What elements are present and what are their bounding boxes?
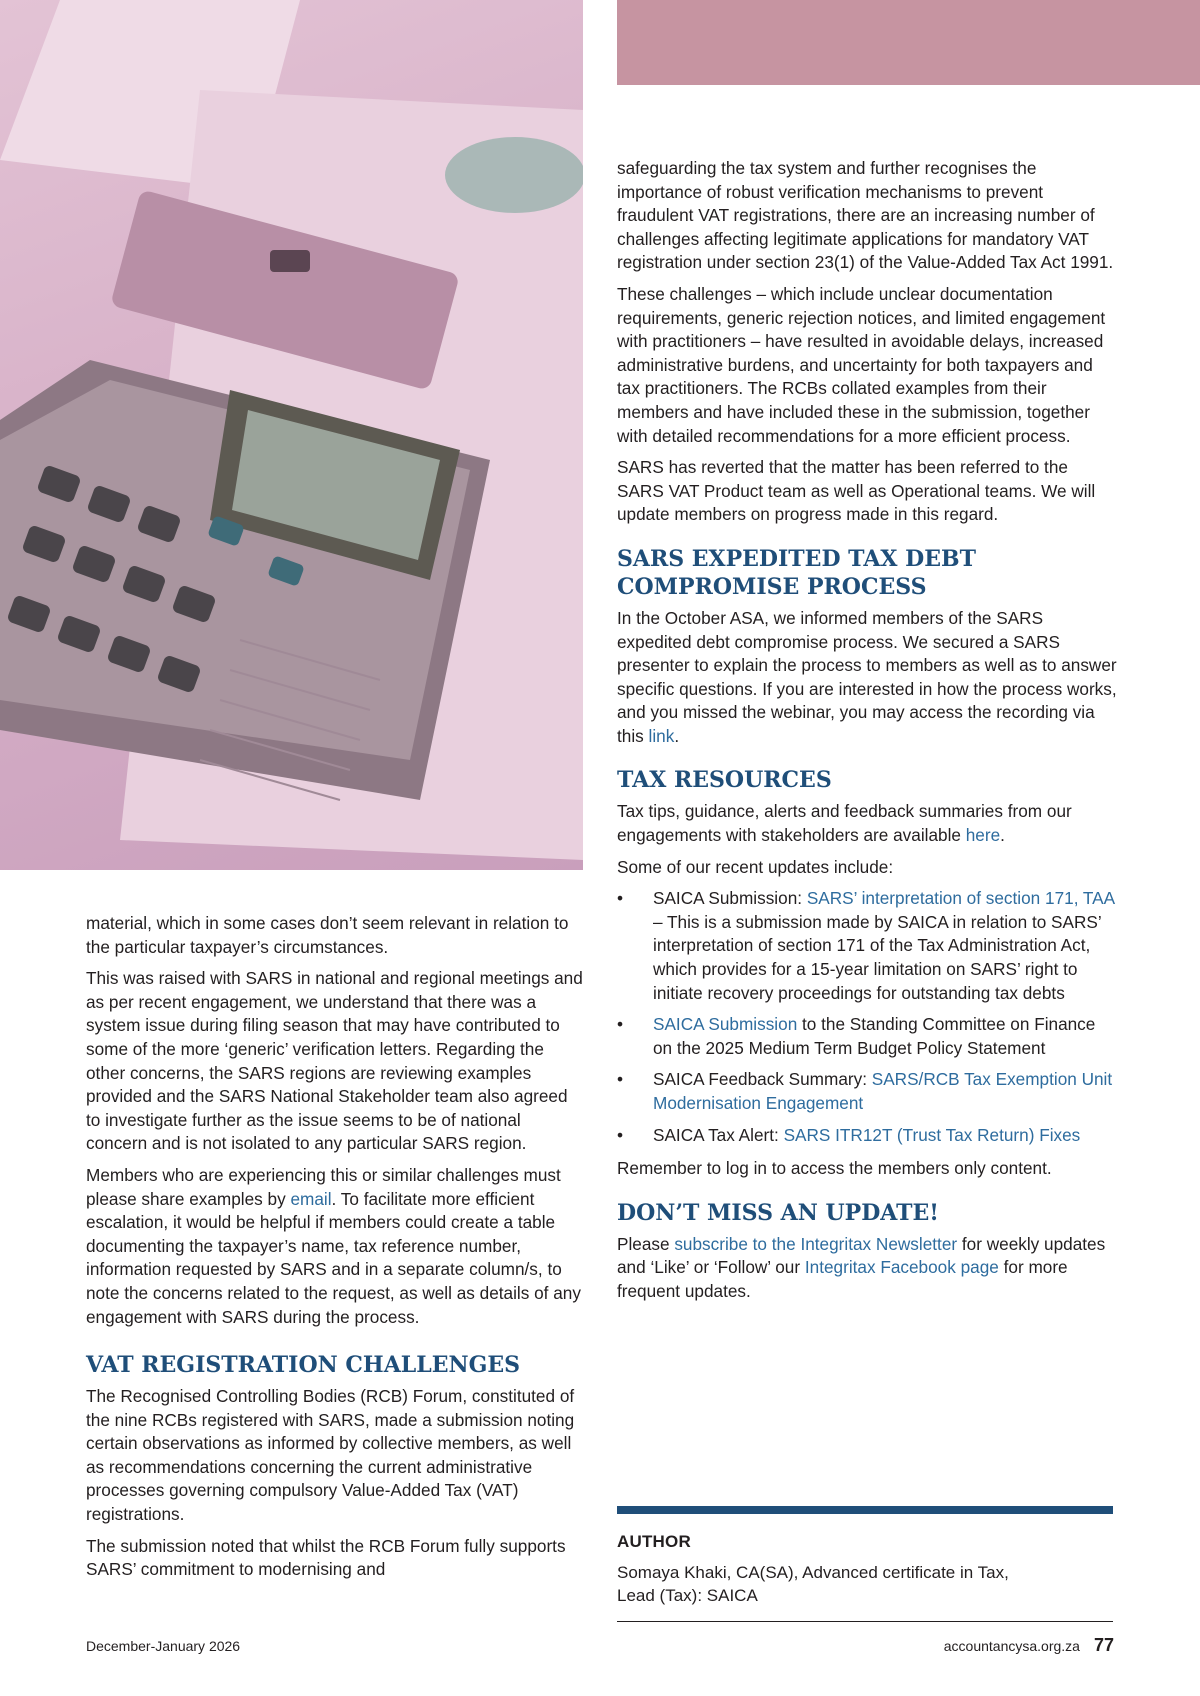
bullet-icon: •: [617, 888, 624, 909]
bullet-icon: •: [617, 1014, 624, 1035]
bullet-icon: •: [617, 1069, 624, 1090]
list-item-suffix: to the Standing Committee on Finance on the 2025 Medium Term Budget Policy Statement: [653, 1014, 1096, 1058]
list-item: [617, 1068, 1117, 1115]
section-171-link[interactable]: SARS’ interpretation of section 171, TAA: [806, 888, 1115, 909]
list-item: [617, 1124, 1117, 1148]
right-paragraph-8-text-a: Please: [617, 1233, 675, 1254]
list-item-prefix: SAICA Submission:: [653, 888, 807, 909]
page-number: 77: [1093, 1635, 1114, 1655]
list-item-prefix: SAICA Feedback Summary:: [653, 1069, 872, 1090]
left-paragraph-5: The submission noted that whilst the RCB Forum fully supports SARS’ commitment to modernising and: [86, 1535, 566, 1580]
left-paragraph-2: This was raised with SARS in national and regional meetings and as per recent engagement, we understand that there was a system issue during filing season that may have contributed to some of the more ‘generic’ verification letters. Regarding the other concerns, the SARS regions are reviewing examples provided and the SARS National Stakeholder team also agreed to investigate further as the issue seems to be of national concern and is not isolated to any particular SARS region.: [86, 968, 583, 1154]
recording-link[interactable]: link: [648, 725, 675, 746]
author-label: AUTHOR: [617, 1532, 691, 1551]
footer-website: accountancysa.org.za: [943, 1638, 1080, 1654]
author-line-1: Somaya Khaki, CA(SA), Advanced certificate in Tax,: [617, 1563, 1009, 1582]
right-paragraph-2: These challenges – which include unclear documentation requirements, generic rejection notices, and limited engagement with practitioners – have resulted in avoidable delays, increased administrative burdens, and uncertainty for both taxpayers and tax practitioners. The RCBs collated examples from their members and have included these in the submission, together with detailed recommendations for a more efficient process.: [617, 283, 1106, 446]
right-paragraph-5-text-a: Tax tips, guidance, alerts and feedback summaries from our engagements with stakeholders are available: [617, 801, 1072, 846]
heading-tax-resources: TAX RESOURCES: [617, 767, 832, 794]
itr12t-fixes-link[interactable]: SARS ITR12T (Trust Tax Return) Fixes: [783, 1124, 1081, 1145]
calculator-illustration: [0, 0, 583, 870]
right-paragraph-7: Remember to log in to access the members only content.: [617, 1158, 1052, 1179]
left-paragraph-3-text-b: . To facilitate more efficient escalation, it would be helpful if members could create a table documenting the taxpayer’s name, tax reference number, information requested by SARS and in a separate column/s, to note the concerns related to the request, as well as details of any engagement with SARS during the process.: [86, 1188, 581, 1327]
right-paragraph-5: [617, 800, 1117, 847]
updates-list: [617, 887, 1117, 1147]
author-box: [617, 1506, 1113, 1622]
list-item-prefix: SAICA Tax Alert:: [653, 1124, 784, 1145]
heading-dont-miss-update: DON’T MISS AN UPDATE!: [617, 1199, 939, 1226]
left-paragraph-3: [86, 1164, 586, 1329]
footer-right: [944, 1635, 1114, 1656]
right-paragraph-3: SARS has reverted that the matter has been referred to the SARS VAT Product team as well as Operational teams. We will update members on progress made in this regard.: [617, 457, 1096, 525]
author-line-2: Lead (Tax): SAICA: [617, 1586, 758, 1605]
header-color-band: [617, 0, 1200, 85]
facebook-page-link[interactable]: Integritax Facebook page: [804, 1257, 999, 1278]
list-item: [617, 1013, 1117, 1060]
right-paragraph-4-text-a: In the October ASA, we informed members of the SARS expedited debt compromise process. We secured a SARS presenter to explain the process to members as well as to answer specific questions. If you are interested in how the process works, and you missed the webinar, you may access the recording via this: [617, 607, 1117, 746]
author-top-rule: [617, 1506, 1113, 1514]
right-column: [617, 157, 1117, 1312]
tax-exemption-unit-link[interactable]: SARS/RCB Tax Exemption Unit Modernisation Engagement: [653, 1069, 1113, 1113]
right-paragraph-8-text-c: for more frequent updates.: [617, 1257, 1068, 1301]
left-column: [86, 912, 586, 1590]
list-item: [617, 887, 1117, 1005]
right-paragraph-8-text-b: for weekly updates and ‘Like’ or ‘Follow’ our: [617, 1233, 1106, 1278]
bullet-icon: •: [617, 1124, 624, 1145]
right-paragraph-6: Some of our recent updates include:: [617, 856, 894, 877]
left-paragraph-4: The Recognised Controlling Bodies (RCB) Forum, constituted of the nine RCBs registered with SARS, made a submission noting certain observations as informed by collective members, as well as recommendations concerning the current administrative processes governing compulsory Value-Added Tax (VAT) registrations.: [86, 1386, 575, 1525]
left-paragraph-1: material, which in some cases don’t seem relevant in relation to the particular taxpayer’s circumstances.: [86, 913, 569, 957]
footer-issue-date: December-January 2026: [86, 1638, 241, 1654]
right-paragraph-8: [617, 1233, 1117, 1304]
right-paragraph-5-text-b: .: [1000, 825, 1005, 846]
newsletter-subscribe-link[interactable]: subscribe to the Integritax Newsletter: [674, 1233, 958, 1254]
saica-submission-link[interactable]: SAICA Submission: [653, 1014, 798, 1035]
right-paragraph-4: [617, 607, 1117, 749]
right-paragraph-1: safeguarding the tax system and further recognises the importance of robust verification mechanisms to prevent fraudulent VAT registrations, there are an increasing number of challenges affecting legitimate applications for mandatory VAT registration under section 23(1) of the Value-Added Tax Act 1991.: [617, 158, 1114, 273]
author-details: [617, 1561, 1113, 1607]
right-paragraph-4-text-b: .: [674, 725, 680, 746]
left-paragraph-3-text-a: Members who are experiencing this or similar challenges must please share examples by: [86, 1164, 561, 1209]
author-bottom-rule: [617, 1621, 1113, 1622]
resources-here-link[interactable]: here: [965, 825, 1001, 846]
heading-vat-registration: VAT REGISTRATION CHALLENGES: [86, 1352, 521, 1379]
email-link[interactable]: email: [290, 1188, 332, 1209]
calculator-photo: [0, 0, 583, 870]
heading-debt-compromise: SARS EXPEDITED TAX DEBT COMPROMISE PROCESS: [617, 545, 976, 600]
list-item-suffix: – This is a submission made by SAICA in relation to SARS’ interpretation of section 171 of the Tax Administration Act, which provides for a 15-year limitation on SARS’ right to initiate recovery proceedings for outstanding tax debts: [653, 911, 1102, 1003]
